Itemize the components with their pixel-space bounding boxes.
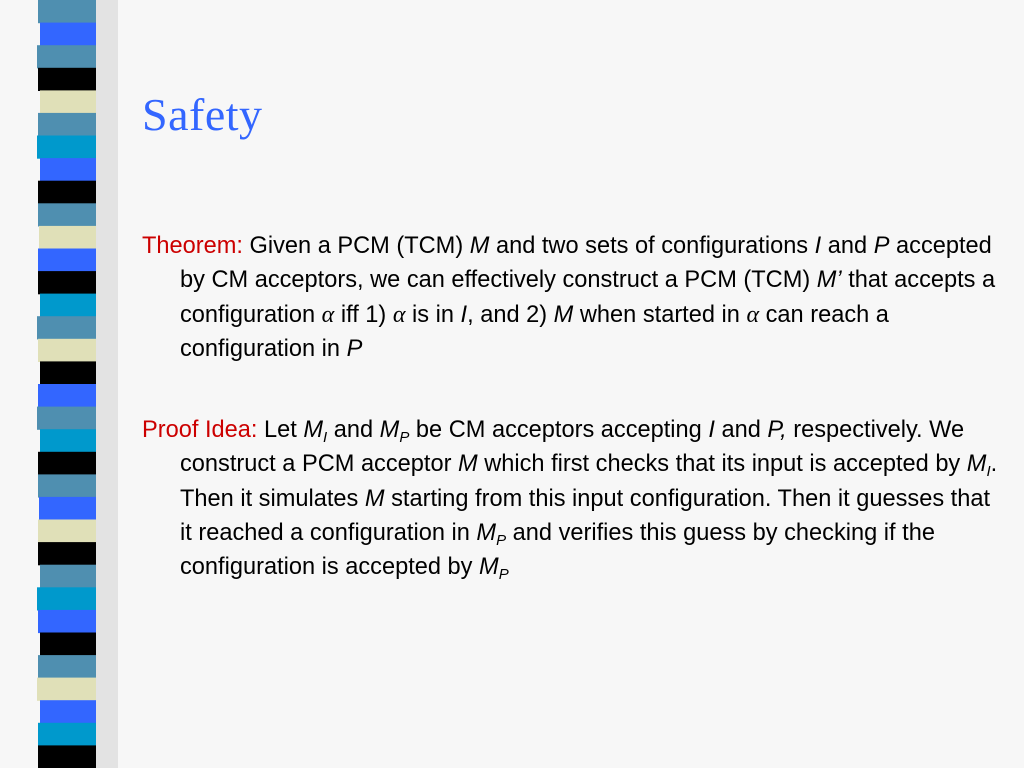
alpha-symbol: α [321,301,335,328]
var-m: M [364,485,385,512]
bar-stripe [40,700,96,723]
var-m: M [469,233,490,259]
proof-text: and [327,417,380,443]
subscript-p: P [399,429,410,446]
bar-stripe [40,429,96,452]
var-m: M [553,301,574,328]
bar-stripe [38,113,96,136]
proof-text: respectively. We construct a PCM acceptor [180,417,965,478]
bar-stripe [38,542,96,565]
bar-stripe [38,271,96,294]
theorem-text: that accepts a configuration [180,267,996,328]
bar-stripe [38,0,96,23]
bar-stripe [38,745,96,768]
proof-text: be CM acceptors accepting [409,417,709,443]
bar-stripe [38,339,96,362]
decorative-side-bar [0,0,118,768]
proof-label: Proof Idea: [142,417,258,443]
bar-stripe [38,723,96,746]
var-p: P [873,233,890,259]
bar-stripe [37,587,96,610]
theorem-text: accepted by CM acceptors, we can effectively construct a PCM (TCM) [180,233,992,294]
bar-shadow [96,0,118,768]
bar-stripe [40,158,96,181]
var-m: M [303,417,324,443]
subscript-i: I [986,463,991,481]
bar-stripe [38,68,96,91]
bar-stripe [38,203,96,226]
bar-stripe [38,384,96,407]
proof-text: starting from this input configuration. Then it guesses that it reached a configuration in [180,485,991,546]
bar-stripe [40,565,96,588]
theorem-text: and two sets of configurations [489,233,815,259]
theorem-paragraph [142,229,1002,366]
bar-stripe [37,678,96,701]
theorem-text: is in [405,301,461,328]
var-m: M [966,451,987,478]
bar-stripe [40,633,96,656]
theorem-text: iff 1) [334,301,393,328]
bar-stripe [37,45,96,68]
bar-stripe [37,136,96,159]
var-m: M [479,554,499,581]
proof-text: . Then it simulates [180,451,998,512]
bar-stripe [38,452,96,475]
proof-text: and [714,417,768,443]
subscript-i: I [323,429,328,446]
bar-stripe [38,181,96,204]
striped-bar-graphic [0,0,118,768]
bar-stripe [40,294,96,317]
bar-stripe [38,655,96,678]
theorem-text: , and 2) [467,301,554,328]
bar-stripe [38,249,96,272]
alpha-symbol: α [392,301,406,328]
bar-stripe [39,497,96,520]
proof-text: and verifies this guess by checking if the configuration is accepted by [180,519,935,581]
bar-stripe [40,90,96,113]
var-i: I [460,301,468,328]
alpha-symbol: α [746,301,760,328]
proof-paragraph [142,413,1002,584]
bar-stripe [38,610,96,633]
var-m: M [379,417,400,443]
var-p: P, [767,417,787,443]
subscript-p: P [498,566,509,584]
bar-stripe [40,361,96,384]
proof-text: Let [257,417,304,443]
var-m: M [476,519,497,546]
theorem-text: can reach a configuration in [180,301,889,362]
bar-stripe [40,23,96,46]
bar-stripe [39,226,96,249]
theorem-text: and [821,233,874,259]
bar-stripe [38,520,96,543]
var-i: I [708,417,715,443]
theorem-text: Given a PCM (TCM) [242,233,470,259]
theorem-label: Theorem: [142,233,243,259]
var-m-prime: M’ [816,267,842,294]
subscript-p: P [496,531,507,549]
bar-stripe [37,407,96,430]
bar-stripe [37,316,96,339]
slide-title: Safety [142,89,263,140]
bar-stripe [38,474,96,497]
var-p: P [346,335,363,362]
var-m: M [458,451,478,478]
theorem-text: when started in [573,301,747,328]
var-i: I [814,233,822,259]
proof-text: which first checks that its input is accepted by [477,451,967,478]
